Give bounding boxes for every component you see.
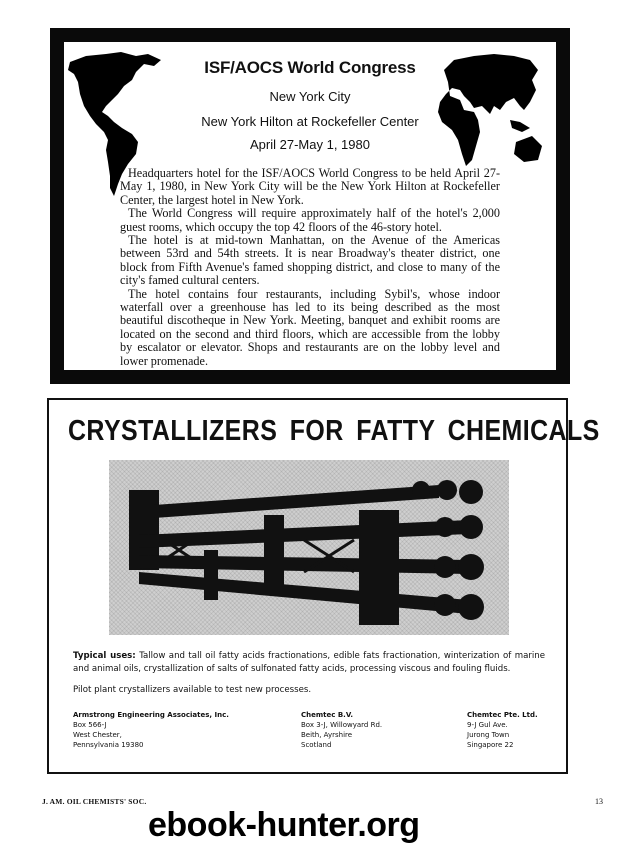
crystallizer-photo — [109, 460, 509, 635]
paragraph: The World Congress will require approximately half of the hotel's 2,000 guest rooms, which occupy the top 42 floors of the 46-story hotel. — [120, 206, 500, 234]
journal-citation: J. AM. OIL CHEMISTS' SOC. — [42, 797, 147, 806]
address-block — [467, 710, 562, 750]
address-line: Box 3-J, Willowyard Rd. — [301, 721, 383, 729]
address-line: West Chester, — [73, 731, 122, 739]
page-number: 13 — [595, 797, 603, 806]
address-line: Beith, Ayrshire — [301, 731, 353, 739]
congress-city: New York City — [269, 89, 351, 104]
ad-title: CRYSTALLIZERS FOR FATTY CHEMICALS — [67, 415, 600, 447]
paragraph: The hotel is at mid-town Manhattan, on the Avenue of the Americas between 53rd and 54th streets. It is near Broadway's theater district, one block from Fifth Avenue's famed shopping district, and close to many of the city's famed cultural centers. — [120, 233, 500, 288]
typical-uses-label: Typical uses: — [73, 651, 136, 661]
address-line: 9-J Gul Ave. — [467, 721, 508, 729]
paragraph: The hotel contains four restaurants, including Sybil's, whose indoor waterfall over a greenhouse has led to its being described as the most beautiful discotheque in New York. Meeting, banquet and exhibit rooms are located on the second and third floors, which are accessible from the lobby by escalator or elevator. Shops and restaurants are on the lobby level and lower promenade. — [120, 286, 500, 368]
watermark-text: ebook-hunter.org — [148, 806, 420, 844]
company-name: Armstrong Engineering Associates, Inc. — [73, 711, 229, 719]
address-block — [73, 710, 273, 750]
typical-uses-text: Tallow and tall oil fatty acids fractionations, edible fats fractionation, winterization of marine and animal oils, crystallization of salts of sulfonated fatty acids, processing viscous and fouling fluids. — [73, 651, 545, 674]
address-line: Box 566-J — [73, 721, 107, 729]
paragraph: Headquarters hotel for the ISF/AOCS World Congress to be held April 27-May 1, 1980, in New York City will be the New York Hilton at Rockefeller Center, the largest hotel in New York. — [120, 166, 500, 207]
address-line: Scotland — [301, 741, 332, 749]
crystallizer-advertisement — [47, 398, 600, 774]
congress-venue: New York Hilton at Rockefeller Center — [201, 114, 419, 129]
address-block — [301, 710, 451, 750]
congress-announcement-box — [50, 28, 570, 384]
company-name: Chemtec Pte. Ltd. — [467, 711, 538, 719]
congress-title: ISF/AOCS World Congress — [204, 58, 416, 77]
company-name: Chemtec B.V. — [301, 711, 354, 719]
congress-dates: April 27-May 1, 1980 — [250, 137, 370, 152]
address-line: Pennsylvania 19380 — [73, 741, 144, 749]
pilot-plant-note: Pilot plant crystallizers available to test new processes. — [73, 685, 312, 695]
address-line: Jurong Town — [467, 731, 510, 739]
crystallizer-illustration — [109, 460, 509, 635]
congress-body — [120, 167, 500, 368]
typical-uses — [73, 650, 545, 676]
address-line: Singapore 22 — [467, 741, 514, 749]
